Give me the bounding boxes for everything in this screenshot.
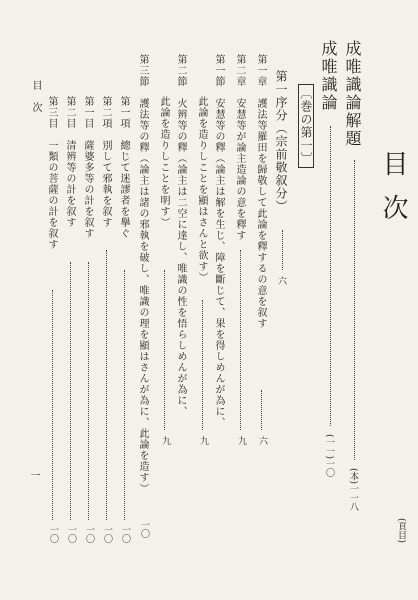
toc-entry-label: 第一序分（宗前敬叙分） [274,70,288,213]
toc-entry-label: 第二項 別して邪執を叙す [100,96,111,228]
toc-entry-page: (一一)一〇 [324,434,334,478]
toc-entry-label: 此論を造りしことを顯はさんと欲す） [196,96,207,283]
toc-entry-page: 一〇 [66,525,76,543]
toc-entry-label: 成唯識論解題 [343,40,362,148]
toc-entry-page: 九 [236,436,246,445]
toc-volume [294,0,318,600]
toc-entry-page: 六 [276,276,286,285]
page-column-note: (頁目) [396,518,406,544]
dot-leader [124,270,125,520]
toc-entry-label: 第一項 總じて迷謬者を擧ぐ [118,96,129,239]
toc-entry-page: 一〇 [102,525,112,543]
dot-leader [240,250,241,430]
volume-label: 〔巻の第一〕 [298,84,314,168]
page-title: 目次 [378,150,408,238]
page-number: 一 [28,470,39,480]
dot-leader [202,300,203,430]
dot-leader [354,160,355,460]
dot-leader [330,126,331,426]
dot-leader [282,230,283,270]
toc-entry-label: 第一節 安慧等の釋（論主は解を生じ、障を斷じて、果を得しめんが為に、 [213,54,224,428]
dot-leader [88,262,89,520]
toc-entry [342,0,366,600]
dot-leader [106,250,107,520]
toc-entry-continuation [190,0,214,600]
toc-entry [228,0,252,600]
toc-entry-page: 一〇 [48,525,58,543]
dot-leader [261,390,262,430]
toc-entry-label: 第三節 護法等の釋（論主は諸の邪執を破し、唯識の理を顯はさんが為に、此論を造す） [137,54,148,494]
toc-entry-page: 一〇 [84,525,94,543]
toc-entry-label: 第二目 清辨等の計を叙す [64,96,75,228]
toc-entry-label: 第三目 一類の菩薩の計を叙す [46,96,57,250]
dot-leader [52,290,53,520]
toc-entry-label: 第二節 火辨等の釋（論主は二空に達し、唯識の性を悟らしめんが為に、 [175,54,186,417]
toc-entry-continuation [152,0,176,600]
toc-entry [40,0,64,600]
toc-entry-label: 第一目 薩婆多等の計を叙す [82,96,93,239]
dot-leader [70,262,71,520]
toc-entry-page: (本)一一八 [348,468,358,512]
toc-entry-page: 九 [198,436,208,445]
toc-entry [249,0,273,600]
toc-entry-label: 第二章 安慧等が論主造論の意を釋す [234,54,245,241]
dot-leader [164,270,165,430]
toc-entry-page: 九 [160,436,170,445]
toc-entry-label: 成唯識論 [319,40,338,112]
toc-entry-label: 第一章 護法等羅田を歸敬して此論を釋するの意を叙す [255,54,266,329]
toc-entry-label: 此論を造りしことを明す） [158,96,169,228]
toc-entry-page: 一〇 [139,520,149,538]
running-head: 目次 [30,80,41,124]
toc-entry [318,0,342,600]
toc-entry-page: 六 [257,436,267,445]
toc-entry-page: 一〇 [120,525,130,543]
toc-entry [270,0,294,600]
